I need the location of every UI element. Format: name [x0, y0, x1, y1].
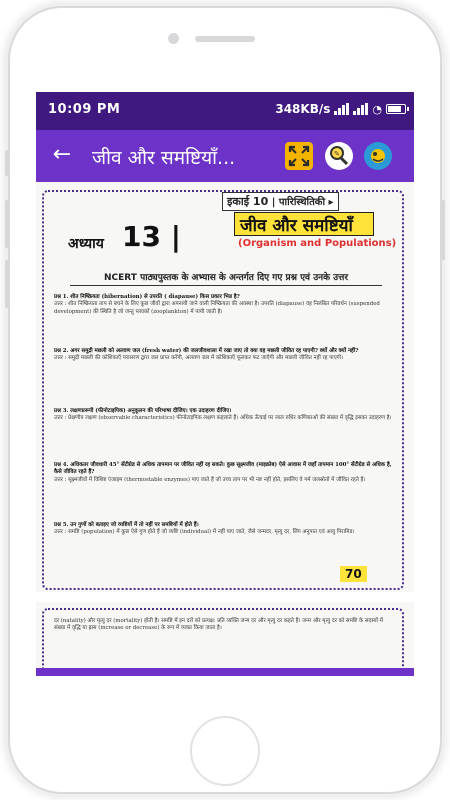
- chapter-title: जीव और समष्टियाँ: [240, 216, 353, 236]
- network-speed: 348KB/s: [275, 102, 331, 116]
- search-app-icon[interactable]: [325, 142, 353, 170]
- chapter-label: अध्याय: [68, 236, 104, 252]
- question-2-text: प्रश्न 2. अगर समुद्री मछली को अलवण जल (fresh water) की जलजीवशाला में रखा जाए तो क्या वह मछली जीवित रह पाएगी? क्यों और क्यों नहीं?: [54, 348, 359, 354]
- next-page-text: दर (natality) और मृत्यु दर (mortality) होती है। समष्टि में इन दरों को प्रत्यक्ष: प्रति व्यक्ति जन्म दर और मृत्यु दर कहते हैं। जन्म और मृत्यु दर को समष्टि के सदस्यों में संख्या में वृद्धि या ह्रास (increase or decrease) के रूप में व्यक्त किया जाता है।: [54, 618, 383, 632]
- status-bar: [36, 92, 414, 130]
- document-page[interactable]: [36, 182, 414, 592]
- status-time: 10:09 PM: [48, 102, 121, 117]
- status-right: [275, 102, 406, 116]
- wifi-icon: ◔: [372, 102, 382, 116]
- answer-3-text: उत्तर : प्रेक्षणीय लक्षण (observable characteristics) फीनोटाइपिक लक्षण कहलाते हैं। अधिक ऊँचाई पर लाल रुधिर कणिकाओं की संख्या में वृद्धि इसका उदाहरण है।: [54, 415, 392, 422]
- question-4: [54, 462, 394, 484]
- svg-text:✎: ✎: [334, 150, 340, 158]
- power-button: [441, 200, 445, 260]
- question-3: [54, 408, 394, 423]
- app-toolbar: [36, 130, 414, 182]
- section-heading: NCERT पाठ्यपुस्तक के अभ्यास के अन्तर्गत दिए गए प्रश्न एवं उनके उत्तर: [70, 270, 382, 286]
- answer-2-text: उत्तर : समुद्री मछली की कोशिकाएँ परासरण द्वारा जल प्राप्त करेंगी, अलवण जल में कोशिकाएँ फूलकर फट जाएँगी और मछली जीवित नहीं रह पाएगी।: [54, 355, 344, 362]
- battery-icon: [386, 104, 406, 114]
- chapter-number: 13 |: [122, 220, 181, 253]
- question-1: [54, 294, 394, 316]
- question-3-text: प्रश्न 3. लक्षणप्ररूपी (फीनोटाइपिक) अनुकूलन की परिभाषा दीजिए। एक उदाहरण दीजिए।: [54, 408, 232, 414]
- question-5: [54, 522, 394, 537]
- toolbar-title: जीव और समष्टियाँ...: [92, 147, 236, 169]
- volume-up-button: [5, 200, 9, 248]
- volume-down-button: [5, 260, 9, 308]
- expand-icon[interactable]: [285, 142, 313, 170]
- app-screen: [36, 92, 414, 676]
- page-number: 70: [340, 566, 367, 582]
- home-button[interactable]: [190, 716, 260, 786]
- question-1-text: प्रश्न 1. शीत निष्क्रियता (hibernation) से उपरति ( diapause) किस प्रकार भिन्न है?: [54, 294, 240, 300]
- earpiece-speaker: [195, 36, 255, 42]
- mute-switch: [5, 150, 9, 176]
- question-2: [54, 348, 394, 363]
- back-arrow-icon[interactable]: ←: [52, 142, 72, 167]
- lens-icon[interactable]: [364, 142, 392, 170]
- document-page-next[interactable]: [36, 602, 414, 676]
- bottom-bar: [36, 668, 414, 676]
- page-separator: [36, 592, 414, 602]
- answer-5-text: उत्तर : समष्टि (population) में कुछ ऐसे गुण होते हैं जो व्यष्टि (individual) में नहीं पाए जाते, जैसे जन्मदर, मृत्यु दर, लिंग अनुपात एवं आयु पिरामिड।: [54, 529, 355, 536]
- signal-icon: [334, 103, 349, 115]
- chapter-subtitle: (Organism and Populations): [238, 238, 397, 249]
- question-5-text: प्रश्न 5. उन गुणों को बताइए जो व्यष्टियों में तो नहीं पर समष्टियों में होते हैं।: [54, 522, 199, 528]
- answer-4-text: उत्तर : सूक्ष्मजीवों में विशिष्ट एंजाइम (thermostable enzymes) पाए जाते हैं जो उच्च ताप पर भी नष्ट नहीं होते, इसलिए वे गर्म जलस्रोतों में जीवित रहते हैं।: [54, 476, 366, 483]
- signal-2-icon: [353, 103, 368, 115]
- front-camera: [168, 33, 179, 44]
- unit-tag: इकाई 10 | पारिस्थितिकी ▸: [222, 192, 339, 211]
- question-4-text: प्रश्न 4. अधिकतर जीवधारी 45° सेंटीग्रेड से अधिक तापमान पर जीवित नहीं रह सकते। कुछ सूक्ष्मजीव (माइक्रोब) ऐसे आवास में जहाँ तापमान 100° सेंटीग्रेड से अधिक है, कैसे जीवित रहते हैं?: [54, 462, 392, 476]
- answer-1-text: उत्तर : शीत निष्क्रियता ताप से बचने के लिए कुछ जीवों द्वारा अपनायी जाने वाली निष्क्रियता की अवस्था है। उपरति (diapause) वह निलंबित परिवर्धन (suspended development) की स्थिति है जो जन्तु प्लवकों (zooplankton) में पायी जाती है।: [54, 301, 380, 315]
